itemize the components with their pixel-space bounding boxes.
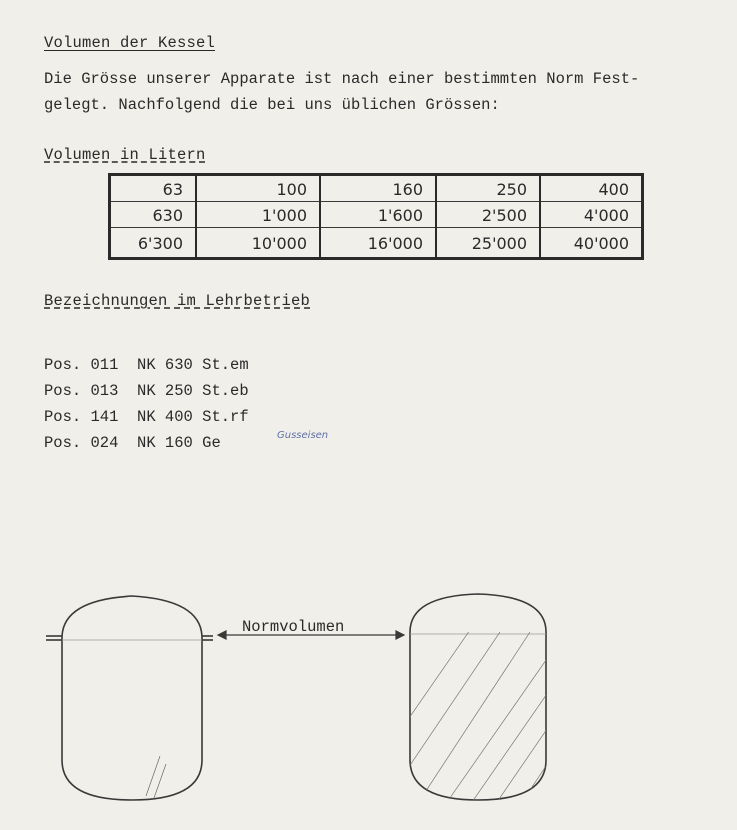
table-row bbox=[110, 175, 643, 202]
table-row bbox=[110, 202, 643, 228]
list-item bbox=[44, 352, 249, 378]
table-cell: 1'600 bbox=[320, 202, 436, 228]
position-code: NK 160 Ge bbox=[137, 434, 221, 452]
volume-table bbox=[108, 173, 644, 260]
table-cell: 6'300 bbox=[110, 228, 197, 259]
left-vessel bbox=[46, 596, 213, 800]
section-title: Volumen der Kessel bbox=[44, 34, 216, 52]
intro-line-1: Die Grösse unserer Apparate ist nach einer bestimmten Norm Fest- bbox=[44, 70, 640, 88]
volume-heading: Volumen in Litern bbox=[44, 146, 206, 164]
table-cell: 16'000 bbox=[320, 228, 436, 259]
table-cell: 2'500 bbox=[436, 202, 540, 228]
position-number: Pos. 024 bbox=[44, 434, 119, 452]
table-row bbox=[110, 228, 643, 259]
list-item bbox=[44, 430, 249, 456]
position-code: NK 630 St.em bbox=[137, 356, 249, 374]
list-item bbox=[44, 378, 249, 404]
position-code: NK 250 St.eb bbox=[137, 382, 249, 400]
intro-paragraph bbox=[44, 66, 724, 118]
position-number: Pos. 141 bbox=[44, 408, 119, 426]
vessel-diagram bbox=[0, 560, 737, 830]
table-cell: 63 bbox=[110, 175, 197, 202]
position-number: Pos. 013 bbox=[44, 382, 119, 400]
position-code: NK 400 St.rf bbox=[137, 408, 249, 426]
norm-volume-label: Normvolumen bbox=[242, 618, 345, 636]
position-list bbox=[44, 352, 249, 456]
table-cell: 4'000 bbox=[540, 202, 643, 228]
table-cell: 160 bbox=[320, 175, 436, 202]
intro-line-2: gelegt. Nachfolgend die bei uns üblichen Grössen: bbox=[44, 96, 500, 114]
right-vessel bbox=[380, 594, 560, 805]
designation-heading: Bezeichnungen im Lehrbetrieb bbox=[44, 292, 311, 310]
handwritten-note: Gusseisen bbox=[277, 430, 329, 441]
table-cell: 630 bbox=[110, 202, 197, 228]
list-item bbox=[44, 404, 249, 430]
table-cell: 100 bbox=[196, 175, 320, 202]
table-cell: 250 bbox=[436, 175, 540, 202]
table-cell: 400 bbox=[540, 175, 643, 202]
table-cell: 25'000 bbox=[436, 228, 540, 259]
table-cell: 40'000 bbox=[540, 228, 643, 259]
position-number: Pos. 011 bbox=[44, 356, 119, 374]
table-cell: 10'000 bbox=[196, 228, 320, 259]
hatch-fill bbox=[380, 630, 560, 805]
table-cell: 1'000 bbox=[196, 202, 320, 228]
